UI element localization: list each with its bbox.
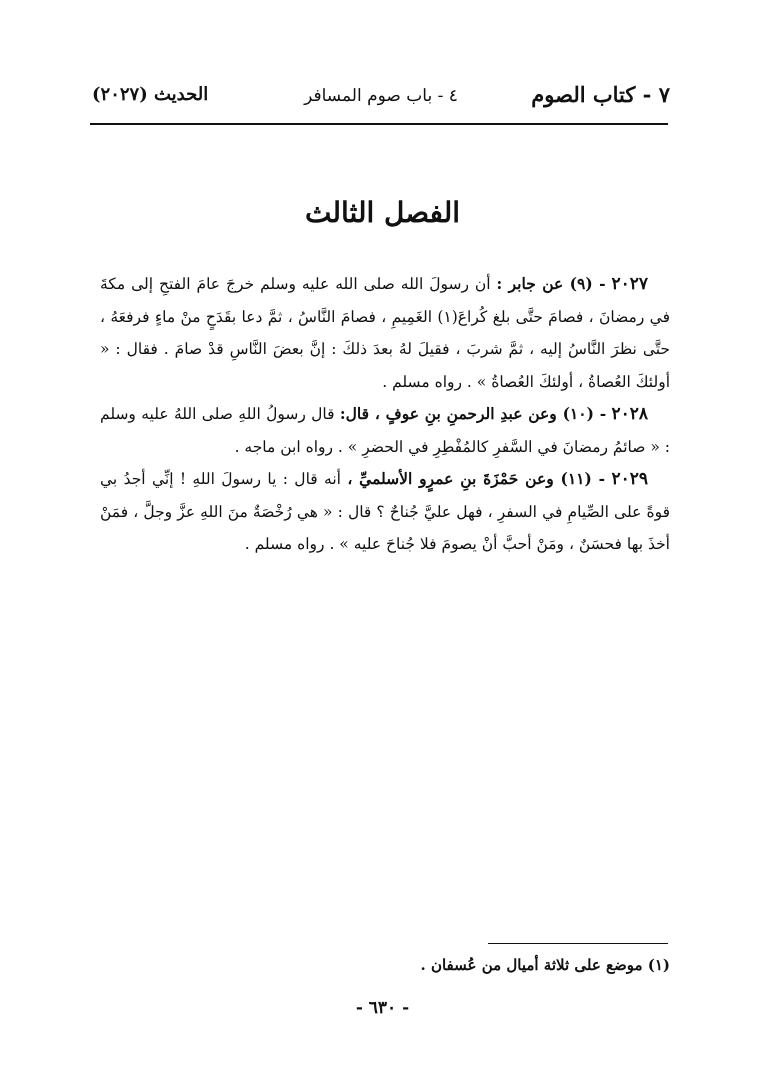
section-title: الفصل الثالث xyxy=(304,196,461,229)
page-number: - ٦٣٠ - xyxy=(355,998,410,1018)
running-header xyxy=(92,82,670,116)
footnote-divider xyxy=(488,943,668,944)
header-divider xyxy=(90,123,668,125)
hadith-chain: - (٩) عن جابر : xyxy=(496,274,606,293)
hadith-number: ٢٠٢٨ xyxy=(611,404,649,424)
hadith-text: أنه قال : يا رسولَ اللهِ ! إنِّي أجدُ بي قوةً على الصِّيامِ في السفرِ ، فهل عليَّ جُناحٌ ؟ قال : « هي رُخْصَةٌ منَ اللهِ عزَّ وجلَّ ، فمَنْ أخذَ بها فحسَنٌ ، ومَنْ أحبَّ أنْ يصومَ فلا جُناحَ عليه » . رواه مسلم . xyxy=(100,470,670,553)
hadith-2029 xyxy=(100,463,670,561)
hadith-2027 xyxy=(100,268,670,398)
hadith-chain: - (١٠) وعن عبدِ الرحمنِ بنِ عوفٍ ، قال: xyxy=(339,404,607,423)
hadith-number: ٢٠٢٩ xyxy=(611,469,648,489)
footnote: (١) موضع على ثلاثة أميال من عُسفان . xyxy=(420,956,670,974)
chapter-title: ٤ - باب صوم المسافر xyxy=(304,86,458,106)
book-title: ٧ - كتاب الصوم xyxy=(531,82,670,107)
hadith-reference: الحديث (٢٠٢٧) xyxy=(92,84,209,105)
hadith-text: أن رسولَ الله صلى الله عليه وسلم خرجَ عامَ الفتحِ إلى مكةَ في رمضانَ ، فصامَ حتَّى بلغ كُراعَ(١) الغَمِيمِ ، فصامَ النَّاسُ ، ثمَّ دعا بقَدَحٍ منْ ماءٍ فرفعَهُ ، حتَّى نظرَ النَّاسُ إليه ، ثمَّ شربَ ، فقيلَ لهُ بعدَ ذلكَ : إنَّ بعضَ النَّاسِ قدْ صامَ . فقال : « أولئكَ العُصاةُ ، أولئكَ العُصاةُ » . رواه مسلم . xyxy=(100,275,670,391)
hadith-text: قال رسولُ اللهِ صلى اللهُ عليه وسلم : « صائمُ رمضانَ في السَّفرِ كالمُفْطِرِ في الحضرِ » . رواه ابن ماجه . xyxy=(100,405,670,456)
hadith-chain: - (١١) وعن حَمْزَةَ بنِ عمرٍو الأسلميِّ ، xyxy=(347,469,606,488)
body-text xyxy=(100,268,670,561)
hadith-2028 xyxy=(100,398,670,463)
hadith-number: ٢٠٢٧ xyxy=(611,274,648,294)
